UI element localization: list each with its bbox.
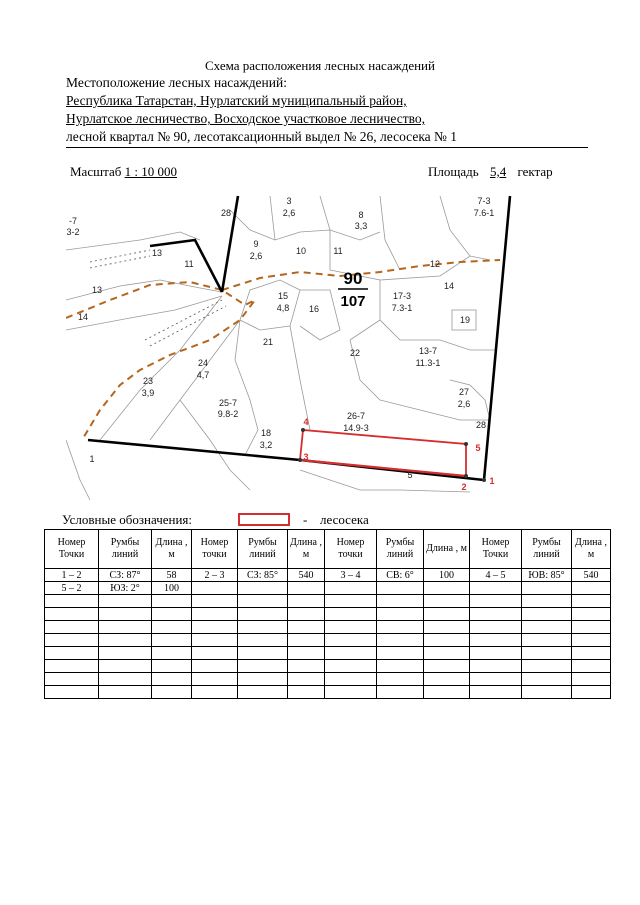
plot-label: 15 [277, 291, 289, 301]
table-cell [288, 673, 325, 686]
table-cell [99, 595, 152, 608]
legend-label: Условные обозначения: [62, 512, 193, 527]
plot-label: 17-3 [392, 291, 412, 301]
table-cell [424, 686, 470, 699]
table-cell [238, 634, 288, 647]
table-cell [572, 673, 611, 686]
scale-label: Масштаб [70, 164, 122, 179]
plot-label: 11.3-1 [415, 358, 441, 368]
table-cell [152, 647, 192, 660]
table-cell [572, 621, 611, 634]
table-cell [99, 608, 152, 621]
table-cell [288, 608, 325, 621]
plot-label: 28 [220, 208, 232, 218]
table-cell [99, 686, 152, 699]
table-cell [99, 660, 152, 673]
table-cell: 100 [152, 582, 192, 595]
table-cell [377, 582, 424, 595]
area-value: 5,4 [489, 164, 507, 179]
table-cell [377, 634, 424, 647]
table-cell [288, 647, 325, 660]
table-row [45, 569, 611, 582]
table-header-cell: Длина , м [152, 530, 192, 569]
table-cell [572, 686, 611, 699]
plot-label: 5 [407, 470, 413, 480]
table-cell: ЮВ: 85° [522, 569, 572, 582]
table-cell [45, 595, 99, 608]
plot-label: 14 [77, 312, 89, 322]
hatch-belt [90, 250, 226, 346]
table-cell [325, 660, 377, 673]
plot-label: 3-2 [66, 227, 80, 237]
area-label: Площадь [428, 164, 479, 179]
table-cell [377, 595, 424, 608]
plot-label: 27 [458, 387, 470, 397]
table-cell: 540 [288, 569, 325, 582]
table-row [45, 673, 611, 686]
table-cell [288, 660, 325, 673]
table-row [45, 595, 611, 608]
table-cell [288, 634, 325, 647]
table-cell [424, 673, 470, 686]
table-cell: 2 – 3 [192, 569, 238, 582]
table-cell [522, 595, 572, 608]
table-cell: ЮЗ: 2° [99, 582, 152, 595]
table-cell [470, 595, 522, 608]
table-cell [377, 660, 424, 673]
document-title: Схема расположения лесных насаждений [205, 58, 435, 73]
header-rule [66, 147, 588, 148]
table-row [45, 686, 611, 699]
quarter-area: 107 [340, 293, 366, 310]
table-cell [152, 608, 192, 621]
table-cell [192, 582, 238, 595]
cutting-point-label: 5 [475, 443, 481, 453]
table-cell [377, 686, 424, 699]
table-cell: СЗ: 85° [238, 569, 288, 582]
table-cell [152, 660, 192, 673]
table-cell [424, 647, 470, 660]
table-cell: 100 [424, 569, 470, 582]
table-cell [45, 673, 99, 686]
plot-label: 13 [151, 248, 163, 258]
table-cell [152, 673, 192, 686]
table-cell [572, 582, 611, 595]
table-cell [192, 647, 238, 660]
table-cell [522, 647, 572, 660]
plot-label: 23 [142, 376, 154, 386]
table-cell: СВ: 6° [377, 569, 424, 582]
plot-label: 7.3-1 [391, 303, 413, 313]
table-cell [572, 608, 611, 621]
plot-label: 26-7 [346, 411, 366, 421]
table-header-cell: Длина , м [424, 530, 470, 569]
plot-label: 9 [253, 239, 259, 249]
plot-label: 3,9 [141, 388, 155, 398]
table-cell [45, 686, 99, 699]
table-cell [424, 608, 470, 621]
plot-label: 24 [197, 358, 209, 368]
table-header-cell: Номер точки [192, 530, 238, 569]
table-cell [238, 673, 288, 686]
table-cell [238, 608, 288, 621]
cutting-point-label: 4 [303, 417, 309, 427]
plot-label: 18 [260, 428, 272, 438]
table-cell [288, 595, 325, 608]
forest-map [66, 186, 588, 504]
plot-label: 7-3 [477, 196, 491, 206]
table-header-cell: Румбы линий [522, 530, 572, 569]
legend-dash: - [303, 512, 308, 527]
table-cell [325, 608, 377, 621]
map-canvas [66, 186, 588, 504]
table-row [45, 634, 611, 647]
table-cell [238, 660, 288, 673]
table-cell [424, 660, 470, 673]
legend-cutting-area-swatch [238, 513, 290, 526]
table-cell [238, 621, 288, 634]
table-cell [572, 647, 611, 660]
table-cell [522, 582, 572, 595]
table-header-row [45, 530, 611, 569]
table-cell [152, 686, 192, 699]
table-cell [424, 582, 470, 595]
plot-label: 19 [459, 315, 471, 325]
cutting-point-label: 3 [303, 452, 309, 462]
area-block [428, 164, 553, 180]
table-cell [99, 647, 152, 660]
table-cell [424, 595, 470, 608]
area-unit: гектар [517, 164, 553, 179]
table-cell [572, 634, 611, 647]
table-cell: СЗ: 87° [99, 569, 152, 582]
location-line-1: Республика Татарстан, Нурлатский муниципальный район, [66, 93, 407, 108]
table-cell [238, 686, 288, 699]
plot-label: 2,6 [249, 251, 263, 261]
table-cell [424, 634, 470, 647]
plot-label: 10 [295, 246, 307, 256]
table-cell [522, 660, 572, 673]
table-cell [192, 595, 238, 608]
table-header-cell: Румбы линий [238, 530, 288, 569]
table-header-cell: Номер Точки [470, 530, 522, 569]
table-cell [152, 595, 192, 608]
cutting-point-label: 2 [461, 482, 467, 492]
table-cell [325, 634, 377, 647]
location-line-2: Нурлатское лесничество, Восходское участковое лесничество, [66, 111, 426, 126]
table-cell: 58 [152, 569, 192, 582]
table-cell [99, 621, 152, 634]
plot-label: 9.8-2 [217, 409, 239, 419]
table-header-cell: Румбы линий [377, 530, 424, 569]
table-cell [192, 673, 238, 686]
table-cell [238, 595, 288, 608]
table-header-cell: Длина , м [288, 530, 325, 569]
plot-label: 21 [262, 337, 274, 347]
plot-label: 8 [358, 210, 364, 220]
table-cell [470, 608, 522, 621]
plot-label: 3,3 [354, 221, 368, 231]
table-cell [470, 673, 522, 686]
table-cell [325, 673, 377, 686]
table-cell [192, 660, 238, 673]
table-cell [45, 660, 99, 673]
table-row [45, 608, 611, 621]
table-cell [325, 647, 377, 660]
table-cell: 4 – 5 [470, 569, 522, 582]
location-line-3: лесной квартал № 90, лесотаксационный выдел № 26, лесосека № 1 [66, 129, 458, 144]
table-cell [192, 686, 238, 699]
plot-label: 11 [184, 259, 194, 269]
table-header-cell: Длина , м [572, 530, 611, 569]
table-cell [424, 621, 470, 634]
table-cell [522, 621, 572, 634]
table-cell [288, 686, 325, 699]
plot-label: 3,2 [259, 440, 273, 450]
table-header-cell: Номер Точки [45, 530, 99, 569]
plot-label: 14 [443, 281, 455, 291]
plot-label: 2,6 [457, 399, 471, 409]
table-cell [522, 634, 572, 647]
plot-label: 4,7 [196, 370, 210, 380]
table-cell [152, 621, 192, 634]
table-cell [325, 595, 377, 608]
table-row [45, 582, 611, 595]
plot-label: 3 [286, 196, 292, 206]
plot-label: 7.6-1 [473, 208, 495, 218]
plot-label: 13 [91, 285, 103, 295]
plot-label: 1 [89, 454, 95, 464]
table-row [45, 621, 611, 634]
table-cell [522, 608, 572, 621]
plot-label: 4,8 [276, 303, 290, 313]
plot-label: 14.9-3 [343, 423, 369, 433]
bearings-table [44, 529, 611, 699]
table-cell [238, 647, 288, 660]
table-cell [470, 660, 522, 673]
table-cell [522, 673, 572, 686]
table-cell [288, 582, 325, 595]
table-cell [572, 595, 611, 608]
table-cell: 3 – 4 [325, 569, 377, 582]
table-cell [99, 673, 152, 686]
scale-value: 1 : 10 000 [124, 164, 177, 179]
scale-block [70, 164, 177, 180]
plot-label: 2,6 [282, 208, 296, 218]
table-cell [470, 621, 522, 634]
table-cell [522, 686, 572, 699]
plot-label: 13-7 [418, 346, 438, 356]
table-cell [238, 582, 288, 595]
plot-label: 12 [429, 259, 441, 269]
table-cell [192, 608, 238, 621]
plot-label: 22 [349, 348, 361, 358]
table-cell [288, 621, 325, 634]
table-cell [377, 608, 424, 621]
table-cell [99, 634, 152, 647]
quarter-boundary [88, 196, 510, 480]
table-cell: 1 – 2 [45, 569, 99, 582]
table-cell [572, 660, 611, 673]
location-label: Местоположение лесных насаждений: [66, 75, 287, 90]
table-cell [325, 582, 377, 595]
table-cell [325, 686, 377, 699]
table-cell [152, 634, 192, 647]
plot-label: 11 [333, 246, 343, 256]
cutting-area [298, 428, 486, 482]
plot-label: 28 [475, 420, 487, 430]
plot-label: 25-7 [218, 398, 238, 408]
legend-item-label: лесосека [320, 512, 369, 527]
table-cell [470, 647, 522, 660]
table-cell [45, 634, 99, 647]
table-cell [192, 621, 238, 634]
table-cell [45, 621, 99, 634]
table-cell [377, 621, 424, 634]
table-header-cell: Номер точки [325, 530, 377, 569]
plot-label: 16 [308, 304, 320, 314]
table-cell: 5 – 2 [45, 582, 99, 595]
table-cell [377, 647, 424, 660]
table-cell [325, 621, 377, 634]
table-cell [470, 582, 522, 595]
table-cell [470, 686, 522, 699]
table-header-cell: Румбы линий [99, 530, 152, 569]
table-cell [192, 634, 238, 647]
table-row [45, 647, 611, 660]
cutting-point-label: 1 [489, 476, 495, 486]
plot-label: -7 [68, 216, 78, 226]
table-cell: 540 [572, 569, 611, 582]
table-cell [45, 608, 99, 621]
table-cell [470, 634, 522, 647]
table-row [45, 660, 611, 673]
table-cell [45, 647, 99, 660]
quarter-number: 90 [343, 269, 363, 288]
table-cell [377, 673, 424, 686]
